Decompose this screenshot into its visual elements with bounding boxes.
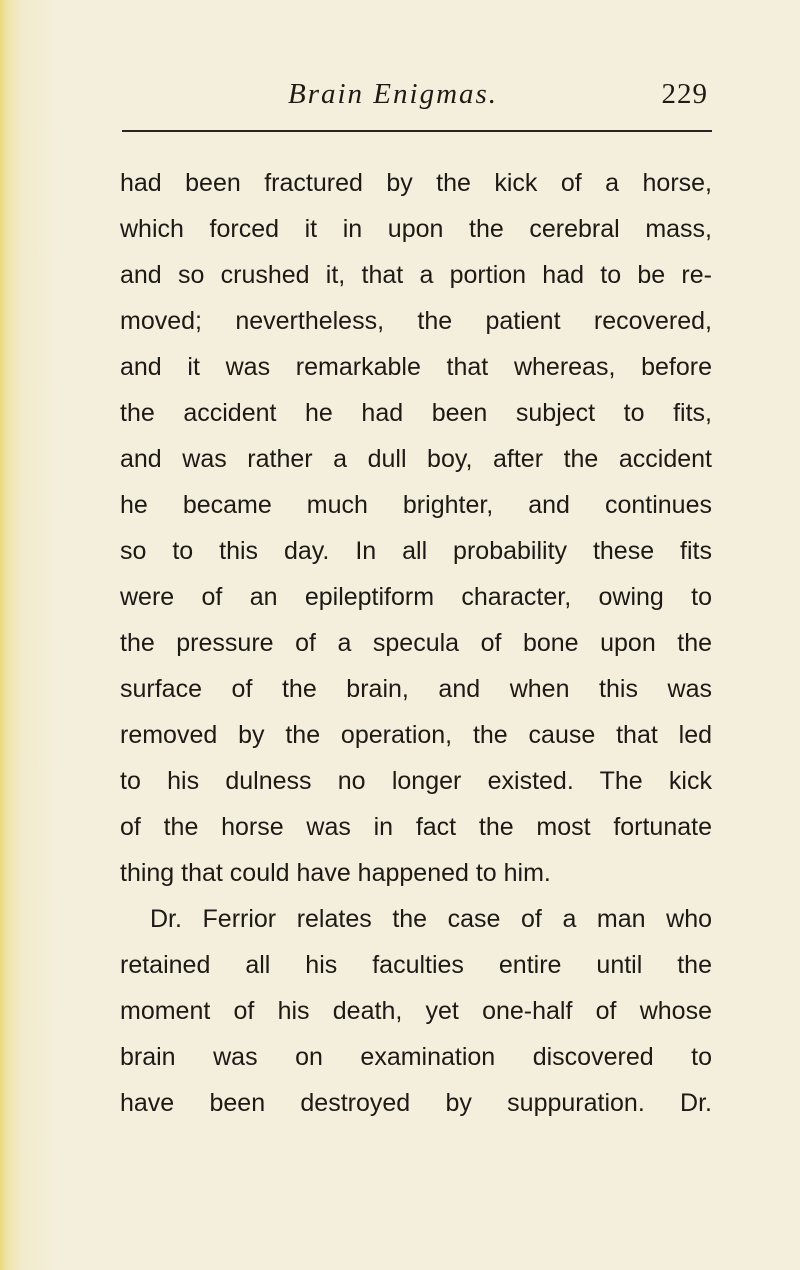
text-line: so to this day. In all probability these fits (120, 537, 712, 565)
text-line: he became much brighter, and continues (120, 491, 712, 519)
text-line: of the horse was in fact the most fortunate (120, 813, 712, 841)
text-line: surface of the brain, and when this was (120, 675, 712, 703)
body-text (120, 160, 712, 1126)
text-line: and it was remarkable that whereas, before (120, 353, 712, 381)
text-line: the pressure of a specula of bone upon the (120, 629, 712, 657)
text-line: thing that could have happened to him. (120, 859, 551, 887)
header-rule (122, 130, 712, 132)
text-line: the accident he had been subject to fits, (120, 399, 712, 427)
text-line: Dr. Ferrior relates the case of a man who (150, 905, 712, 933)
text-line: and so crushed it, that a portion had to be re- (120, 261, 712, 289)
page-header (120, 78, 710, 122)
text-line: have been destroyed by suppuration. Dr. (120, 1089, 712, 1117)
text-line: were of an epileptiform character, owing to (120, 583, 712, 611)
text-line: retained all his faculties entire until the (120, 951, 712, 979)
text-line: brain was on examination discovered to (120, 1043, 712, 1071)
page-number: 229 (661, 78, 708, 110)
running-title: Brain Enigmas. (288, 78, 499, 110)
text-line: had been fractured by the kick of a horse, (120, 169, 712, 197)
text-line: and was rather a dull boy, after the accident (120, 445, 712, 473)
text-line: to his dulness no longer existed. The kick (120, 767, 712, 795)
text-line: which forced it in upon the cerebral mass, (120, 215, 712, 243)
text-line: moved; nevertheless, the patient recovered, (120, 307, 712, 335)
text-line: moment of his death, yet one-half of whose (120, 997, 712, 1025)
text-line: removed by the operation, the cause that led (120, 721, 712, 749)
